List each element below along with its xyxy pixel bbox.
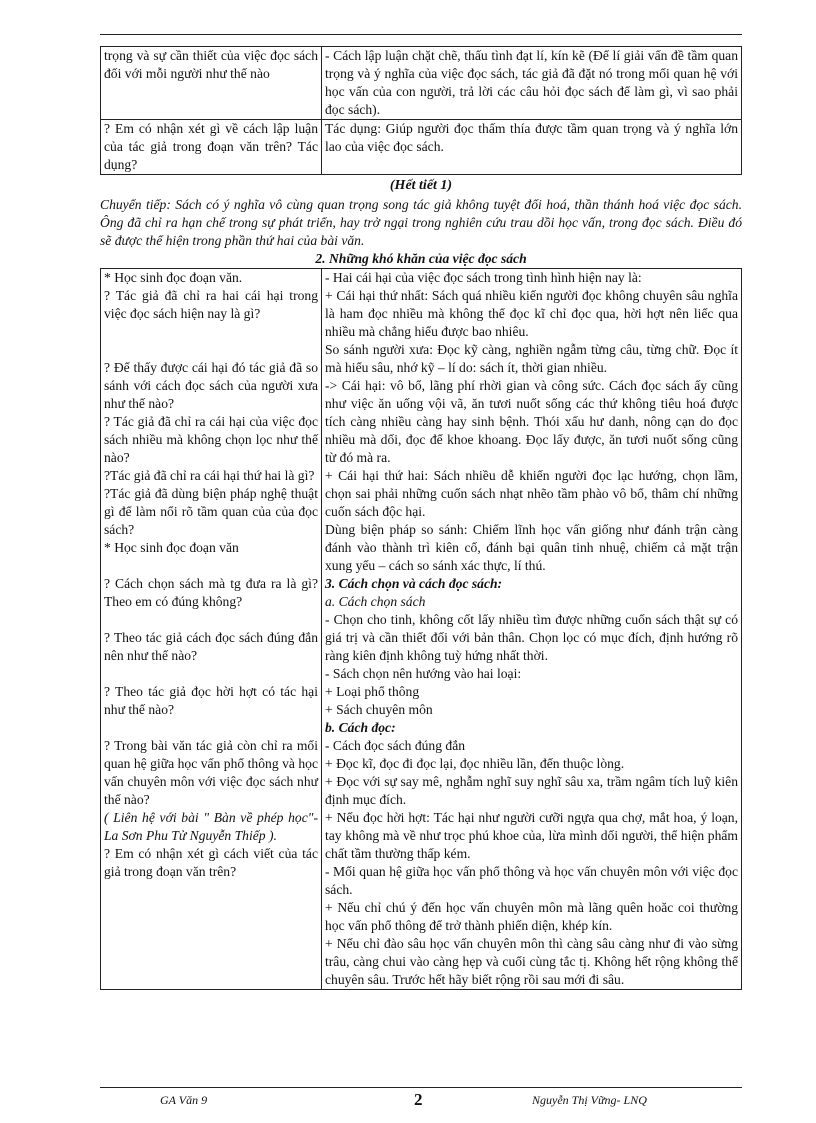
answer-text: + Nếu đọc hời hợt: Tác hại như người cưỡi ngựa qua chợ, mắt hoa, ý loạn, tay không mà về như trọc phú khoe của, lừa mình dối người, thể hiện phẩm chất tầm thường thấp kém. (325, 810, 738, 861)
answer-text: Tác dụng: Giúp người đọc thấm thía được tầm quan trọng và ý nghĩa lớn lao của việc đọc sách. (325, 121, 738, 154)
transition-paragraph: Chuyển tiếp: Sách có ý nghĩa vô cùng quan trọng song tác giả không tuyệt đối hoá, thần thánh hoá việc đọc sách. Ông đã chỉ ra hạn chế trong sự phát triển, hay trở ngại trong nghiên cứu trau dồi học vấn, trong đọc sách. Điều đó sẽ được thể hiện trong phần thứ hai của bài văn. (100, 197, 742, 248)
page-footer (100, 1090, 742, 1112)
answer-text: + Sách chuyên môn (325, 702, 433, 717)
answer-text: - Chọn cho tinh, không cốt lấy nhiều tìm được những cuốn sách thật sự có giá trị và cần thiết đối với bản thân. Chọn lọc có mục đích, định hướng rõ ràng kiên định không tuỳ hứng nhất thời. (325, 612, 738, 663)
answer-text: + Cái hại thứ nhất: Sách quá nhiều kiến người đọc không chuyên sâu nghĩa là ham đọc nhiều mà không thể đọc kĩ chỉ đọc qua, hời hợt nên liếc qua nhiều mà chẳng hiểu được bao nhiêu. (325, 288, 738, 339)
question-text: * Học sinh đọc đoạn văn (104, 540, 239, 555)
answers-column (322, 269, 742, 990)
question-text: ? Em có nhận xét gì cách viết của tác giả trong đoạn văn trên? (104, 846, 318, 879)
answer-text: So sánh người xưa: Đọc kỹ càng, nghiền ngẫm từng câu, từng chữ. Đọc ít mà hiểu sâu, nhớ kỹ – lí do: sách ít, thời gian nhiều. (325, 342, 738, 375)
question-text: ? Tác giả đã chỉ ra hai cái hại trong việc đọc sách hiện nay là gì? (104, 288, 318, 321)
question-text: ? Tác giả đã chỉ ra cái hại của việc đọc sách nhiều mà không chọn lọc như thế nào? (104, 414, 318, 465)
answer-text: - Mối quan hệ giữa học vấn phổ thông và học vấn chuyên môn với việc đọc sách. (325, 864, 738, 897)
section-2-title: 2. Những khó khăn của việc đọc sách (315, 251, 527, 266)
question-text: ? Trong bài văn tác giả còn chỉ ra mối quan hệ giữa học vấn phổ thông và học vấn chuyên môn với việc đọc sách như thế nào? (104, 738, 318, 807)
answer-text: - Hai cái hại của việc đọc sách trong tình hình hiện nay là: (325, 270, 642, 285)
question-text: * Học sinh đọc đoạn văn. (104, 270, 243, 285)
table-row (101, 120, 742, 175)
question-text: ?Tác giả đã dùng biện pháp nghệ thuật gì để làm nổi rõ tầm quan của của đọc sách? (104, 486, 318, 537)
answer-text: -> Cái hại: vô bổ, lãng phí rhời gian và công sức. Cách đọc sách ấy cũng như việc ăn uống vội vã, ăn tươi nuốt sống các thứ không tiêu hoá được tích càng nhiều càng hay sinh bệnh. Thói xấu hư danh, nông cạn do đọc nhiều mà dối, đọc để khoe khoang. Đọc lấy được, ăn tươi nuốt sống cũng từ đó mà ra. (325, 378, 738, 465)
question-cell (101, 47, 322, 120)
table-row (101, 269, 742, 990)
answer-text: + Loại phổ thông (325, 684, 420, 699)
page-number: 2 (414, 1090, 423, 1109)
subsection-a-title: a. Cách chọn sách (325, 594, 426, 609)
footer-author: Nguyễn Thị Vững- LNQ (532, 1093, 647, 1107)
question-text: ? Cách chọn sách mà tg đưa ra là gì? Theo em có đúng không? (104, 576, 318, 609)
header-rule (100, 34, 742, 35)
answer-text: + Nếu chỉ đào sâu học vấn chuyên môn thì càng sâu càng như đi vào sừng trâu, càng chui vào càng hẹp và cuối cùng tắc tị. Không hết rộng không thể chuyên sâu. Trước hết hãy biết rộng rồi sau mới đi sâu. (325, 936, 738, 987)
end-of-period-marker: (Hết tiết 1) (389, 178, 453, 193)
table-row (101, 47, 742, 120)
question-text: ? Theo tác giả đọc hời hợt có tác hại như thế nào? (104, 684, 318, 717)
question-text: ?Tác giả đã chỉ ra cái hại thứ hai là gì? (104, 468, 315, 483)
top-table (100, 46, 742, 175)
answer-cell (322, 47, 742, 120)
main-table (100, 268, 742, 990)
subsection-b-title: b. Cách đọc: (325, 720, 396, 735)
questions-column (101, 269, 322, 990)
answer-text: + Đọc với sự say mê, nghẫm nghĩ suy nghĩ sâu xa, trầm ngâm tích luỹ kiên định mục đích. (325, 774, 738, 807)
answer-text: - Sách chọn nên hướng vào hai loại: (325, 666, 522, 681)
question-cell (101, 120, 322, 175)
section-3-title: 3. Cách chọn và cách đọc sách: (325, 576, 503, 591)
reference-note: ( Liên hệ với bài " Bàn về phép học"- La Sơn Phu Tử Nguyễn Thiếp ). (104, 810, 318, 843)
answer-text: - Cách lập luận chặt chẽ, thấu tình đạt lí, kín kẽ (Để lí giải vấn đề tầm quan trọng và ý nghĩa của việc đọc sách, tác giả đã đặt nó trong mối quan hệ với học vấn của con người, trả lời các câu hỏi đọc sách để làm gì, vì sao phải đọc sách). (325, 48, 738, 117)
answer-text: - Cách đọc sách đúng đắn (325, 738, 466, 753)
footer-rule (100, 1087, 742, 1088)
question-text: ? Để thấy được cái hại đó tác giả đã so sánh với cách đọc sách của người xưa như thế nào? (104, 360, 318, 411)
answer-cell (322, 120, 742, 175)
footer-left: GA Văn 9 (160, 1093, 208, 1107)
answer-text: + Nếu chỉ chú ý đến học vấn chuyên môn mà lãng quên hoăc coi thường học vấn phổ thông để trở thành phiến diện, khép kín. (325, 900, 738, 933)
question-text: ? Em có nhận xét gì về cách lập luận của tác giả trong đoạn văn trên? Tác dụng? (104, 121, 318, 172)
answer-text: Dùng biện pháp so sánh: Chiếm lĩnh học vấn giống như đánh trận càng đánh vào thành trì kiên cố, đánh bại quân tinh nhuệ, chiếm cả mặt trận xung yếu – cách so sánh xác thực, lí thú. (325, 522, 738, 573)
question-text: ? Theo tác giả cách đọc sách đúng đắn nên như thế nào? (104, 630, 318, 663)
answer-text: + Đọc kĩ, đọc đi đọc lại, đọc nhiều lần, đến thuộc lòng. (325, 756, 625, 771)
question-text: trọng và sự cần thiết của việc đọc sách đối với mỗi người như thế nào (104, 48, 318, 81)
answer-text: + Cái hại thứ hai: Sách nhiều dễ khiến người đọc lạc hướng, chọn lầm, chọn sai phải những cuốn sách nhạt nhẽo tầm phào vô bổ, thâm chí những cuốn sách độc hại. (325, 468, 738, 519)
